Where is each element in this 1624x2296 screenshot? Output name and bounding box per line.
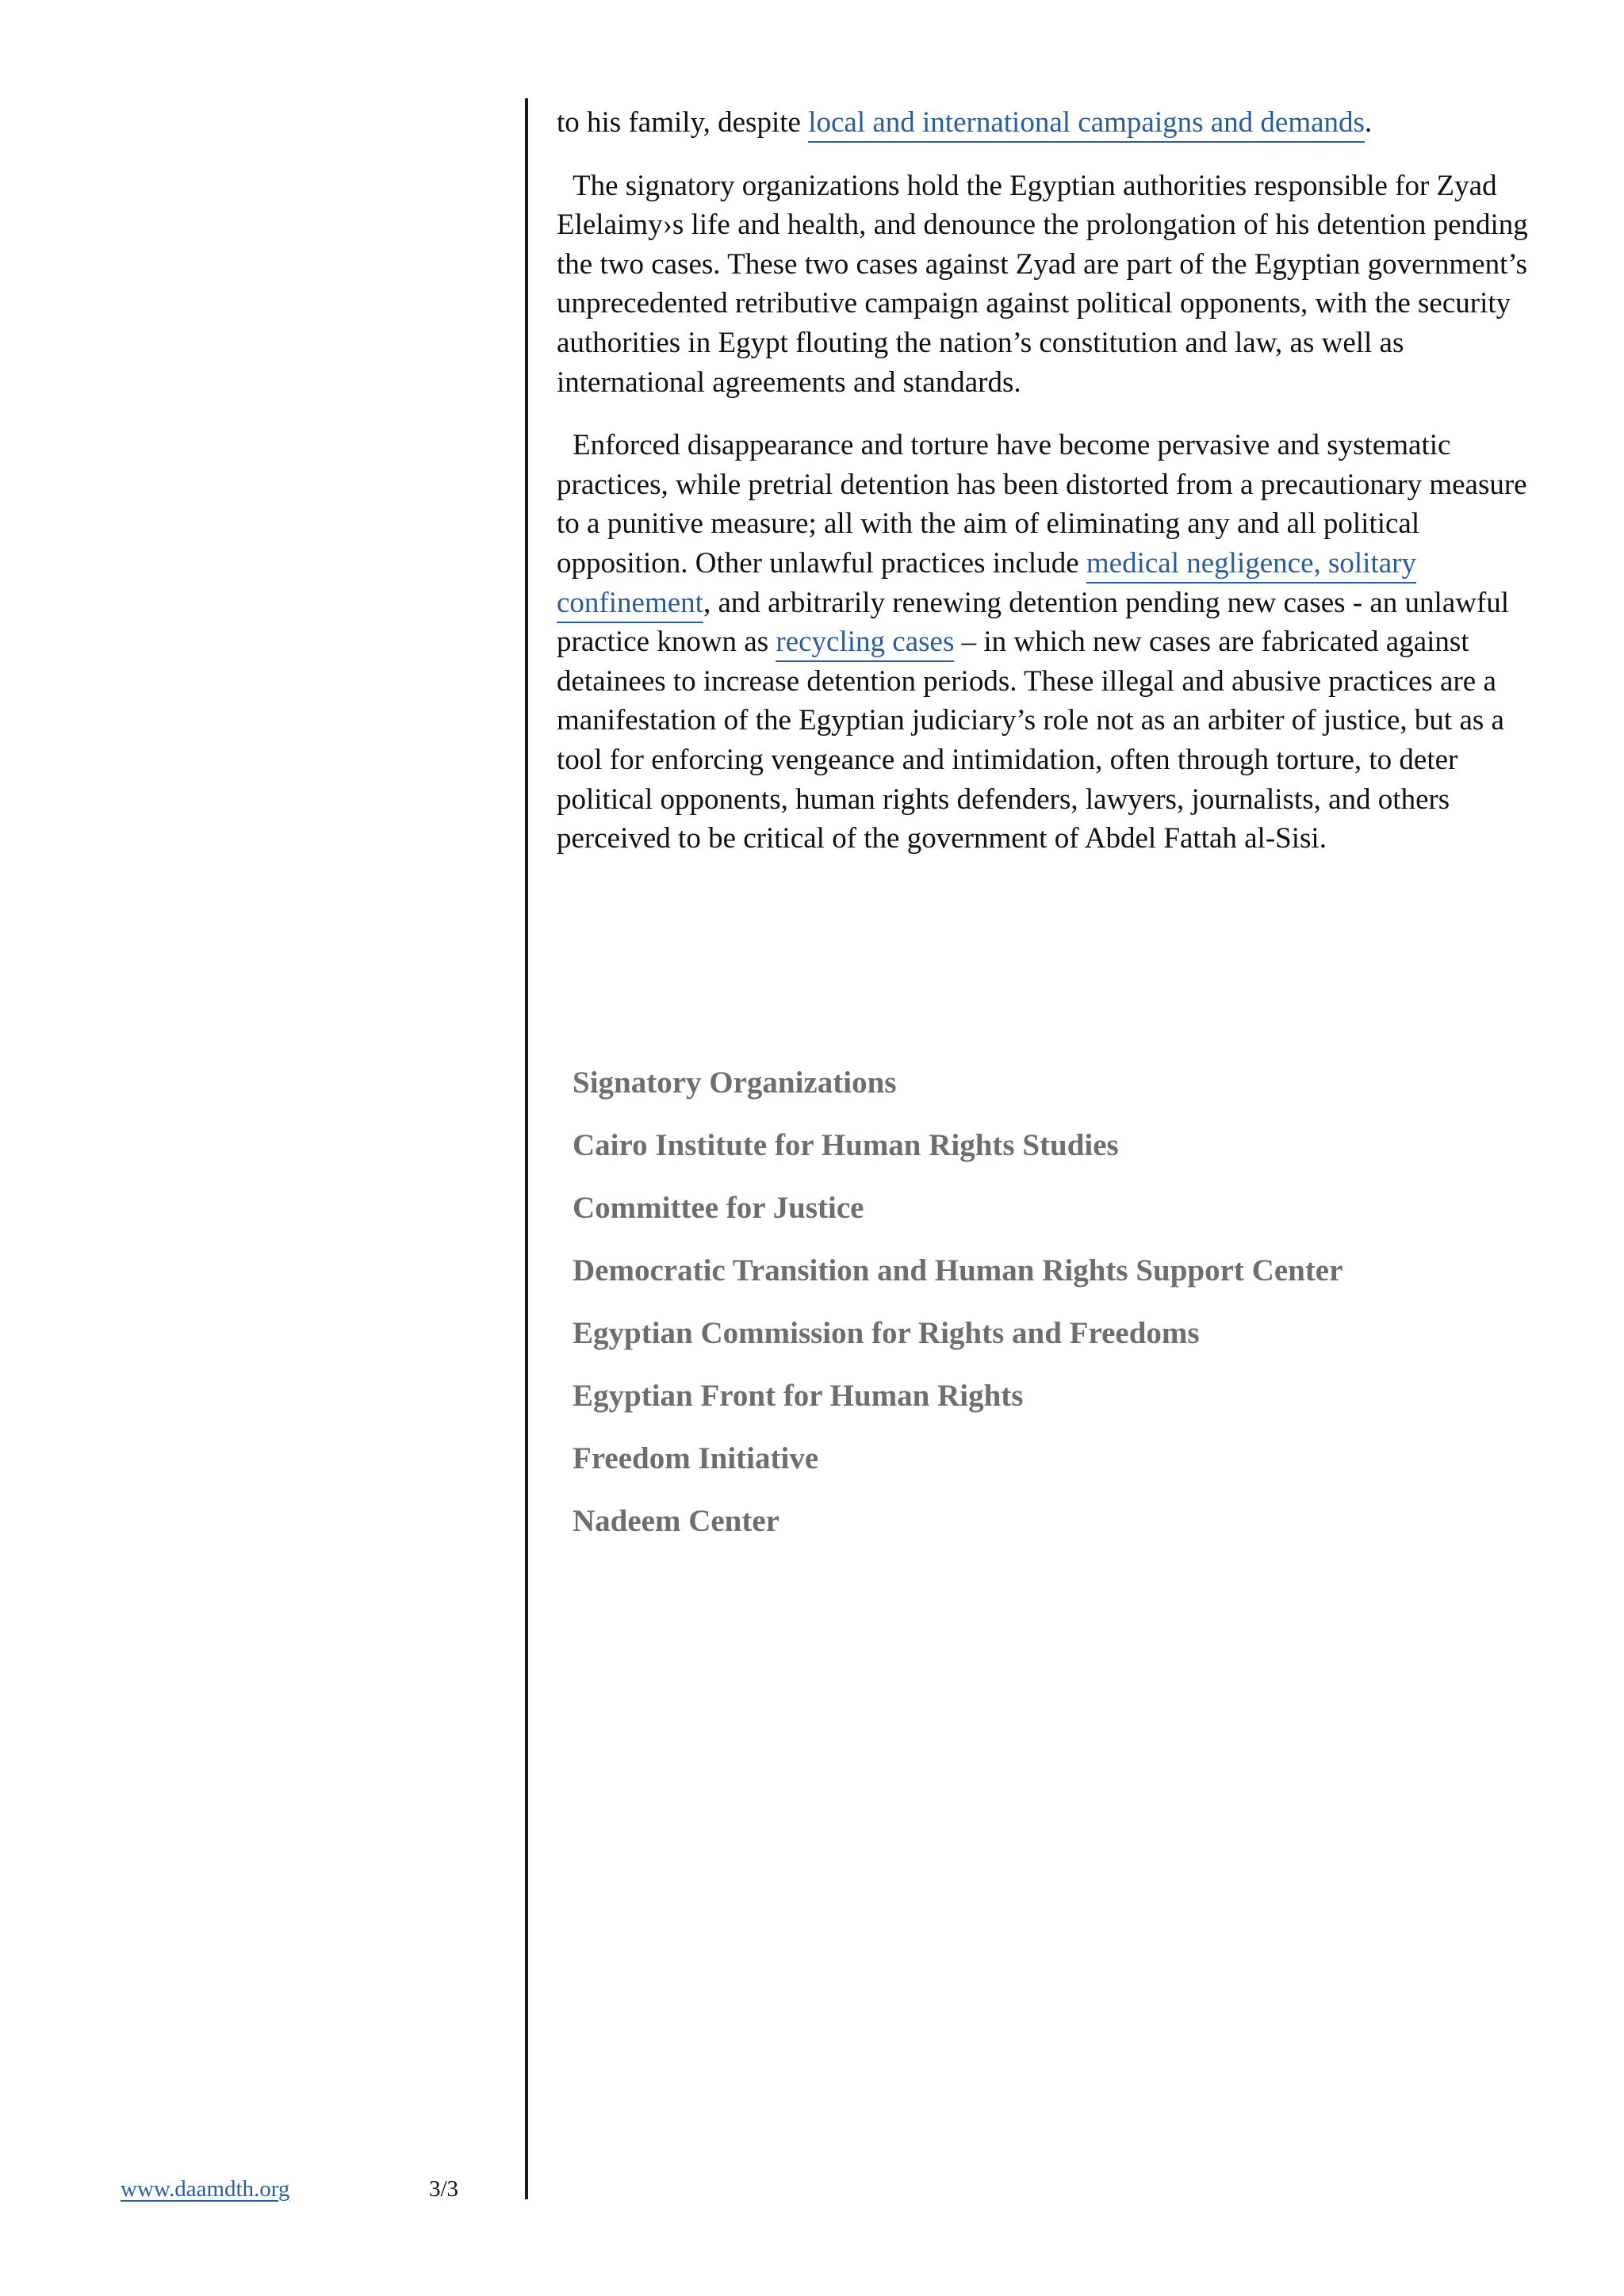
paragraph-1-text-after: . <box>1364 106 1373 139</box>
signatory-item: Nadeem Center <box>573 1504 779 1538</box>
campaigns-link[interactable]: local and international campaigns and demands <box>808 106 1365 139</box>
signatory-item: Egyptian Front for Human Rights <box>573 1379 1024 1413</box>
paragraph-1-text-before: to his family, despite <box>557 106 809 139</box>
paragraph-1 <box>557 103 1532 143</box>
vertical-divider <box>525 98 528 2199</box>
signatory-list <box>573 1059 1342 1560</box>
paragraph-3 <box>557 426 1532 859</box>
paragraph-2: The signatory organizations hold the Egyptian authorities responsible for Zyad Elelaimy›s life and health, and denounce the prolongation of his detention pending the two cases. These two cases against Zyad are part of the Egyptian government’s unprecedented retributive campaign against political opponents, with the security authorities in Egypt flouting the nation’s constitution and law, as well as international agreements and standards. <box>557 169 1528 399</box>
paragraph-3-text-middle: , and arbitrarily renewing detention pending new cases - an unlawful practice known as <box>557 586 1510 659</box>
website-link[interactable]: www.daamdth.org <box>121 2176 290 2202</box>
paragraph-3-text-after: – in which new cases are fabricated against detainees to increase detention periods. These illegal and abusive practices are a manifestation of the Egyptian judiciary’s role not as an arbiter of justice, but as a tool for enforcing vengeance and intimidation, often through torture, to deter political opponents, human rights defenders, lawyers, journalists, and others perceived to be critical of the government of Abdel Fattah al-Sisi. <box>557 626 1504 855</box>
paragraph-3-text-before: Enforced disappearance and torture have become pervasive and systematic practices, while pretrial detention has been distorted from a precautionary measure to a punitive measure; all with the aim of eliminating any and all political opposition. Other unlawful practices include <box>557 429 1527 580</box>
signatory-item: Freedom Initiative <box>573 1441 819 1475</box>
recycling-cases-link[interactable]: recycling cases <box>776 626 955 659</box>
signatory-item: Committee for Justice <box>573 1191 864 1225</box>
signatory-item: Cairo Institute for Human Rights Studies <box>573 1128 1119 1162</box>
page-number: 3/3 <box>429 2176 459 2202</box>
signatory-heading: Signatory Organizations <box>573 1066 897 1100</box>
signatory-item: Democratic Transition and Human Rights Support Center <box>573 1253 1343 1288</box>
signatory-item: Egyptian Commission for Rights and Freedoms <box>573 1316 1200 1350</box>
article-body <box>557 103 1532 882</box>
medical-negligence-link[interactable]: medical negligence, solitary confinement <box>557 546 1416 619</box>
